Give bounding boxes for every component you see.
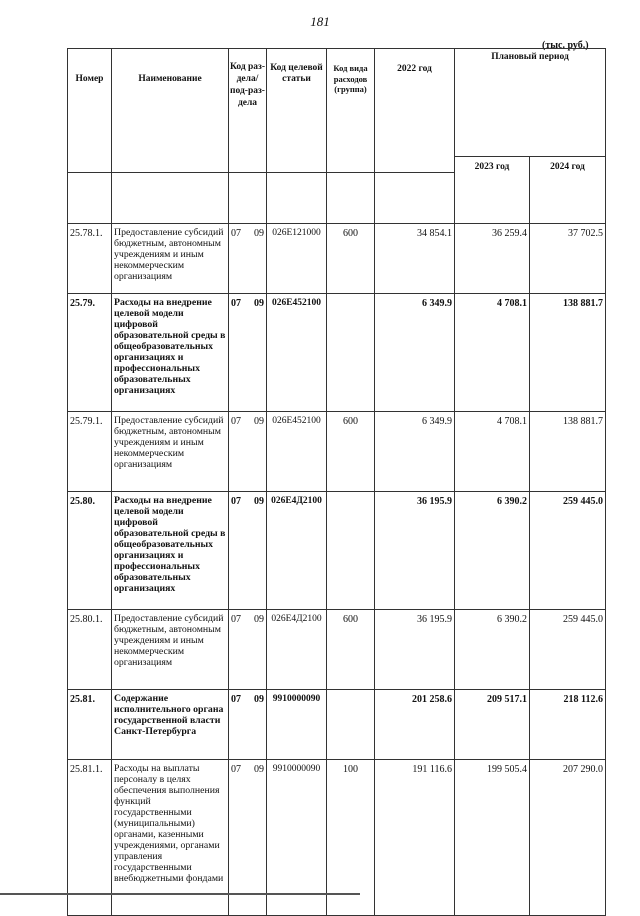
header-celevaya: Код целевой статьи <box>267 49 327 173</box>
row-name: Содержание исполнительного органа государственной власти Санкт-Петербурга <box>112 690 229 760</box>
row-2023: 199 505.4 <box>455 760 530 916</box>
row-vid <box>327 294 375 412</box>
row-2023: 209 517.1 <box>455 690 530 760</box>
table-row <box>68 294 606 412</box>
row-podrazdel: 09 <box>254 496 264 508</box>
row-name: Предоставление субсидий бюджетным, автономным учреждениям и иным некоммерческим организациям <box>112 224 229 294</box>
row-razdel: 07 <box>231 228 241 240</box>
row-vid: 600 <box>327 224 375 294</box>
row-razdel: 07 <box>231 496 241 508</box>
units-label: (тыс. руб.) <box>542 40 589 51</box>
row-podrazdel: 09 <box>254 298 264 310</box>
row-2022: 36 195.9 <box>375 610 455 690</box>
table-row <box>68 224 606 294</box>
row-number: 25.80. <box>68 492 112 610</box>
row-2024: 138 881.7 <box>530 412 606 492</box>
row-2022: 34 854.1 <box>375 224 455 294</box>
row-razdel: 07 <box>231 694 241 706</box>
row-2024: 207 290.0 <box>530 760 606 916</box>
table-row <box>68 610 606 690</box>
row-podrazdel: 09 <box>254 416 264 428</box>
row-2023: 4 708.1 <box>455 294 530 412</box>
row-name: Предоставление субсидий бюджетным, автономным учреждениям и иным некоммерческим организациям <box>112 412 229 492</box>
row-2022: 191 116.6 <box>375 760 455 916</box>
table-row <box>68 412 606 492</box>
row-2024: 218 112.6 <box>530 690 606 760</box>
row-2023: 6 390.2 <box>455 492 530 610</box>
row-2022: 36 195.9 <box>375 492 455 610</box>
table-body <box>68 224 606 916</box>
row-name: Расходы на выплаты персоналу в целях обеспечения выполнения функций государственными (муниципальными) органами, казенными учреждениями, органами управления государственными внебюджетными фондами <box>112 760 229 916</box>
row-number: 25.80.1. <box>68 610 112 690</box>
row-2022: 201 258.6 <box>375 690 455 760</box>
header-2022: 2022 год <box>375 49 455 173</box>
row-2024: 138 881.7 <box>530 294 606 412</box>
header-name: Наименование <box>112 49 229 173</box>
row-2023: 6 390.2 <box>455 610 530 690</box>
row-celevaya: 026Е121000 <box>267 224 327 294</box>
row-podrazdel: 09 <box>254 228 264 240</box>
row-podrazdel: 09 <box>254 694 264 706</box>
footer-rule <box>0 893 360 895</box>
row-vid <box>327 492 375 610</box>
row-number: 25.81. <box>68 690 112 760</box>
row-celevaya: 026Е452100 <box>267 412 327 492</box>
row-name: Предоставление субсидий бюджетным, автономным учреждениям и иным некоммерческим организациям <box>112 610 229 690</box>
row-number: 25.79.1. <box>68 412 112 492</box>
row-vid: 600 <box>327 412 375 492</box>
page-number: 181 <box>310 14 330 29</box>
row-number: 25.79. <box>68 294 112 412</box>
header-vid: Код вида расходов (группа) <box>327 49 375 173</box>
row-razdel: 07 <box>231 416 241 428</box>
row-razdel: 07 <box>231 298 241 310</box>
row-2022: 6 349.9 <box>375 294 455 412</box>
table-row <box>68 492 606 610</box>
row-2024: 259 445.0 <box>530 492 606 610</box>
row-2023: 4 708.1 <box>455 412 530 492</box>
row-celevaya: 9910000090 <box>267 690 327 760</box>
header-razdel: Код раз-дела/ под-раз-дела <box>229 49 267 173</box>
header-number: Номер <box>68 49 112 173</box>
header-2023: 2023 год <box>455 157 530 173</box>
row-name: Расходы на внедрение целевой модели цифровой образовательной среды в общеобразовательных организациях и профессиональных образовательных организациях <box>112 492 229 610</box>
row-razdel: 07 <box>231 764 241 776</box>
row-celevaya: 026Е452100 <box>267 294 327 412</box>
row-name: Расходы на внедрение целевой модели цифровой образовательной среды в общеобразовательных организациях и профессиональных образовательных организациях <box>112 294 229 412</box>
table-row <box>68 690 606 760</box>
budget-table <box>67 48 606 916</box>
row-number: 25.78.1. <box>68 224 112 294</box>
row-2023: 36 259.4 <box>455 224 530 294</box>
row-celevaya: 026Е4Д2100 <box>267 492 327 610</box>
header-plan-period: Плановый период <box>455 49 606 157</box>
row-vid <box>327 690 375 760</box>
row-2024: 259 445.0 <box>530 610 606 690</box>
row-podrazdel: 09 <box>254 764 264 776</box>
row-podrazdel: 09 <box>254 614 264 626</box>
row-number: 25.81.1. <box>68 760 112 916</box>
row-razdel: 07 <box>231 614 241 626</box>
row-vid: 600 <box>327 610 375 690</box>
row-2024: 37 702.5 <box>530 224 606 294</box>
row-2022: 6 349.9 <box>375 412 455 492</box>
header-2024: 2024 год <box>530 157 606 173</box>
row-vid: 100 <box>327 760 375 916</box>
row-celevaya: 9910000090 <box>267 760 327 916</box>
row-celevaya: 026Е4Д2100 <box>267 610 327 690</box>
